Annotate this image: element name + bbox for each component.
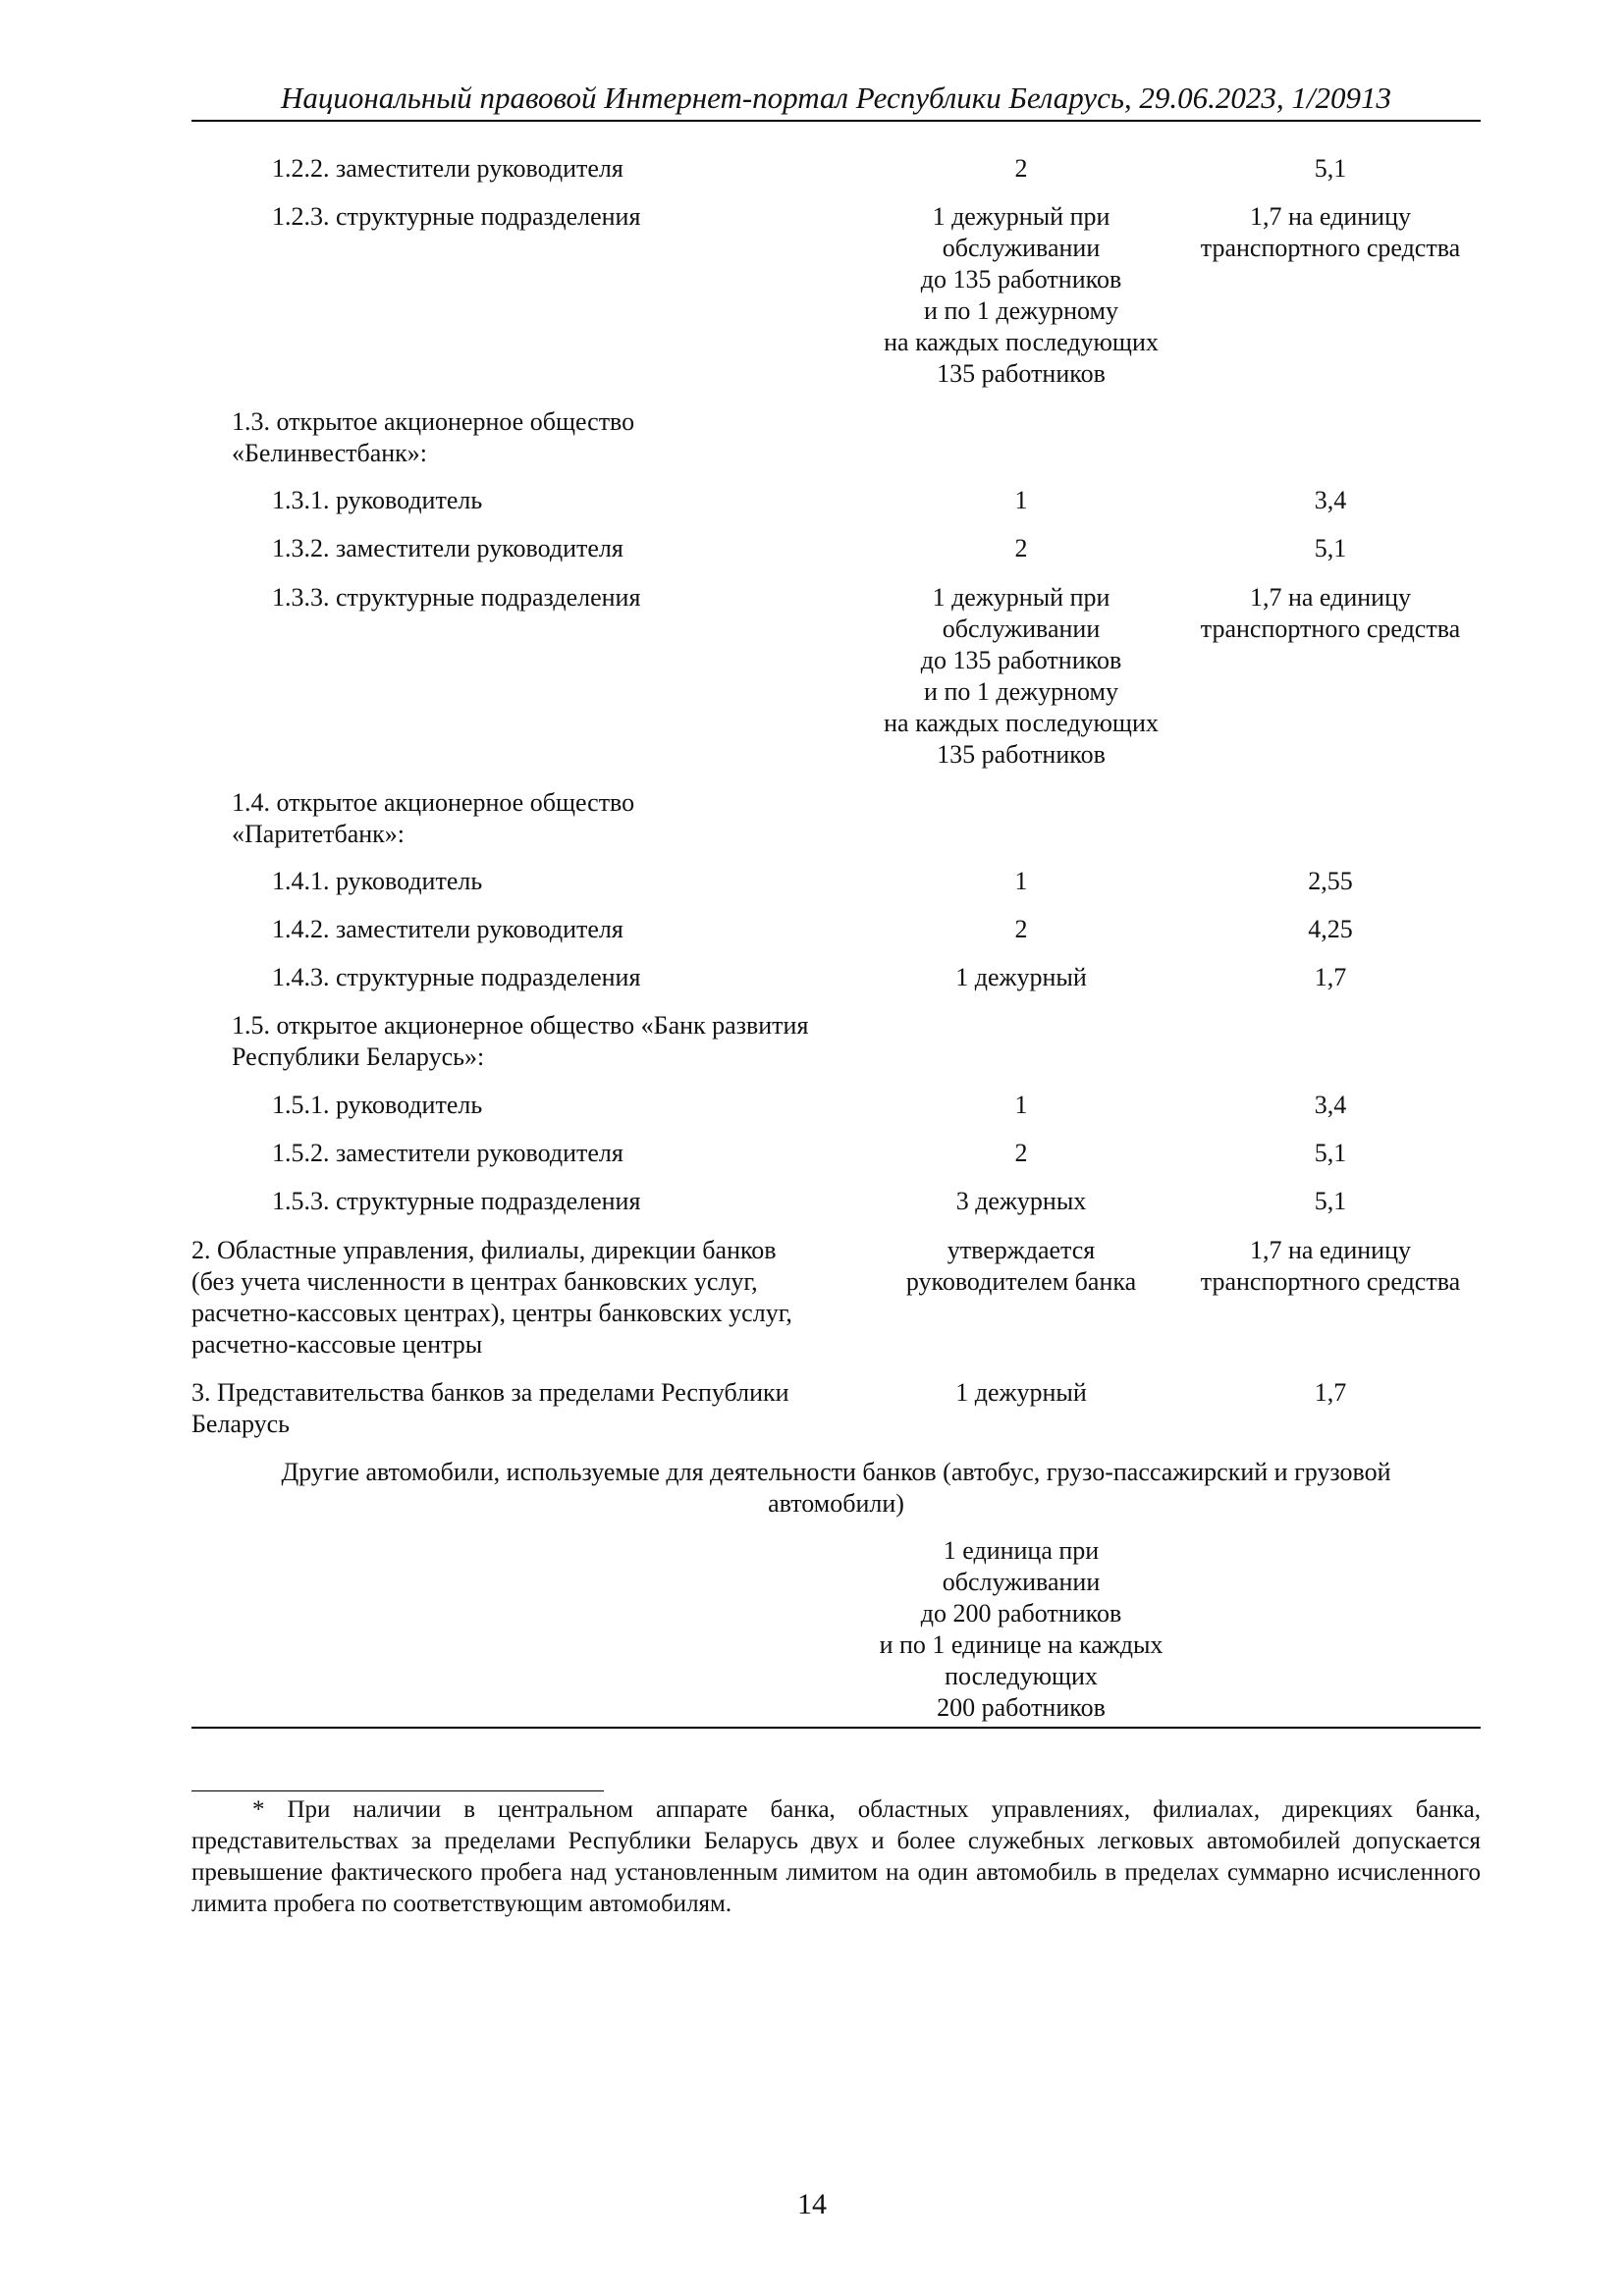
cell-category	[272, 201, 940, 233]
cell-limit	[1178, 914, 1483, 945]
section-heading	[191, 1457, 1481, 1520]
cell-norm	[854, 485, 1188, 516]
cell-line: 1 дежурный	[955, 963, 1087, 991]
cell-limit	[1178, 1377, 1483, 1409]
cell-line: 1	[1014, 1091, 1028, 1119]
cell-category	[272, 962, 940, 993]
cell-category	[272, 485, 940, 516]
cell-category	[191, 1235, 859, 1361]
cell-norm	[854, 533, 1188, 564]
cell-line: 2,55	[1308, 867, 1353, 895]
cell-limit	[1178, 533, 1483, 564]
cell-norm	[854, 1138, 1188, 1169]
cell-line: транспортного средства	[1200, 234, 1461, 262]
cell-line: 5,1	[1314, 534, 1347, 562]
cell-norm	[854, 1235, 1188, 1298]
cell-line: до 200 работников	[920, 1599, 1122, 1628]
cell-line: 135 работников	[937, 740, 1106, 769]
cell-category	[272, 1186, 940, 1217]
cell-line: до 135 работников	[920, 265, 1122, 294]
cell-line: 5,1	[1314, 154, 1347, 183]
cell-line: расчетно-кассовых центрах), центры банковских услуг,	[191, 1299, 792, 1327]
cell-line: Республики Беларусь»:	[232, 1042, 485, 1071]
cell-line: на каждых последующих	[884, 328, 1159, 356]
cell-limit	[1178, 962, 1483, 993]
cell-line: 3. Представительства банков за пределами Республики	[191, 1378, 789, 1407]
cell-limit	[1178, 485, 1483, 516]
cell-line: «Паритетбанк»:	[232, 820, 406, 848]
cell-limit	[1178, 1138, 1483, 1169]
cell-category	[191, 1377, 859, 1440]
cell-line: 3,4	[1314, 1091, 1347, 1119]
cell-category	[272, 153, 940, 185]
cell-line: и по 1 дежурному	[924, 677, 1118, 706]
cell-category	[272, 914, 940, 945]
cell-line: обслуживании	[942, 614, 1101, 643]
cell-line: руководителем банка	[905, 1267, 1137, 1296]
cell-line: 1,7	[1314, 1378, 1347, 1407]
cell-limit	[1178, 1090, 1483, 1121]
cell-line: 1,7	[1314, 963, 1347, 991]
cell-limit	[1178, 201, 1483, 264]
cell-line: 5,1	[1314, 1187, 1347, 1215]
cell-line: 5,1	[1314, 1139, 1347, 1167]
cell-line: утверждается	[947, 1236, 1096, 1264]
cell-line: и по 1 единице на каждых	[879, 1630, 1164, 1659]
footnote	[191, 1794, 1481, 1920]
cell-line: 1.2.3. структурные подразделения	[272, 202, 641, 231]
cell-norm	[854, 153, 1188, 185]
cell-line: обслуживании	[942, 1568, 1101, 1596]
cell-norm	[854, 1535, 1188, 1724]
cell-limit	[1178, 1235, 1483, 1298]
page-number: 14	[797, 2188, 827, 2220]
cell-line: 1.3.1. руководитель	[272, 486, 483, 514]
cell-line: на каждых последующих	[884, 709, 1159, 737]
cell-line: 1 дежурный при	[932, 202, 1110, 231]
cell-line: 1	[1014, 867, 1028, 895]
cell-limit	[1178, 1186, 1483, 1217]
cell-line: автомобили)	[768, 1489, 904, 1518]
cell-line: 1.4. открытое акционерное общество	[232, 788, 635, 817]
cell-category	[272, 1138, 940, 1169]
cell-norm	[854, 1377, 1188, 1409]
cell-line: расчетно-кассовые центры	[191, 1330, 483, 1359]
cell-line: 1 единица при	[943, 1536, 1100, 1565]
cell-line: обслуживании	[942, 234, 1101, 262]
cell-norm	[854, 914, 1188, 945]
cell-category	[232, 1010, 899, 1073]
cell-line: Другие автомобили, используемые для деятельности банков (автобус, грузо-пассажирский и грузовой	[281, 1458, 1391, 1486]
cell-norm	[854, 201, 1188, 390]
cell-line: 2	[1014, 915, 1028, 943]
cell-category	[272, 533, 940, 564]
cell-line: 1 дежурный	[955, 1378, 1087, 1407]
cell-line: 2	[1014, 154, 1028, 183]
cell-line: 3,4	[1314, 486, 1347, 514]
cell-line: 1.2.2. заместители руководителя	[272, 154, 623, 183]
cell-line: 1.5.1. руководитель	[272, 1091, 483, 1119]
cell-limit	[1178, 582, 1483, 645]
cell-line: последующих	[945, 1662, 1098, 1690]
cell-line: (без учета численности в центрах банковских услуг,	[191, 1267, 758, 1296]
cell-line: Беларусь	[191, 1410, 291, 1438]
cell-line: 4,25	[1308, 915, 1353, 943]
cell-line: «Белинвестбанк»:	[232, 439, 428, 467]
cell-line: 1.4.2. заместители руководителя	[272, 915, 623, 943]
cell-norm	[854, 866, 1188, 897]
cell-category	[272, 582, 940, 614]
cell-norm	[854, 962, 1188, 993]
cell-norm	[854, 1186, 1188, 1217]
cell-line: 1.3.3. структурные подразделения	[272, 583, 641, 612]
cell-line: 3 дежурных	[955, 1187, 1087, 1215]
cell-category	[272, 866, 940, 897]
cell-line: 1 дежурный при	[932, 583, 1110, 612]
cell-line: 1.3.2. заместители руководителя	[272, 534, 623, 562]
cell-category	[272, 1090, 940, 1121]
cell-limit	[1178, 153, 1483, 185]
cell-line: 1.4.3. структурные подразделения	[272, 963, 641, 991]
cell-line: 1	[1014, 486, 1028, 514]
cell-limit	[1178, 866, 1483, 897]
cell-line: 200 работников	[937, 1693, 1106, 1722]
cell-category	[232, 406, 899, 469]
cell-line: транспортного средства	[1200, 1267, 1461, 1296]
cell-line: 1.5. открытое акционерное общество «Банк развития	[232, 1011, 809, 1040]
cell-norm	[854, 582, 1188, 771]
cell-line: 1.5.3. структурные подразделения	[272, 1187, 641, 1215]
cell-line: 2. Областные управления, филиалы, дирекции банков	[191, 1236, 777, 1264]
cell-norm	[854, 1090, 1188, 1121]
footnote-text: * При наличии в центральном аппарате банка, областных управлениях, филиалах, дирекциях банка, представительствах за пределами Республики Беларусь двух и более служебных легковых автомобилей допускается превышение фактического пробега над установленным лимитом на один автомобиль в пределах суммарно исчисленного лимита пробега по соответствующим автомобилям.	[191, 1796, 1481, 1917]
cell-line: 1,7 на единицу	[1249, 583, 1412, 612]
cell-line: 2	[1014, 534, 1028, 562]
cell-line: транспортного средства	[1200, 614, 1461, 643]
cell-line: 2	[1014, 1139, 1028, 1167]
cell-line: 1.5.2. заместители руководителя	[272, 1139, 623, 1167]
table-bottom-rule	[191, 1727, 1481, 1729]
cell-line: 1.3. открытое акционерное общество	[232, 407, 635, 436]
page-header: Национальный правовой Интернет-портал Республики Беларусь, 29.06.2023, 1/20913	[191, 77, 1481, 122]
cell-line: до 135 работников	[920, 646, 1122, 674]
cell-line: 1,7 на единицу	[1249, 202, 1412, 231]
footnote-separator	[191, 1790, 604, 1791]
cell-category	[232, 787, 899, 850]
cell-line: 1.4.1. руководитель	[272, 867, 483, 895]
cell-line: и по 1 дежурному	[924, 296, 1118, 325]
cell-line: 1,7 на единицу	[1249, 1236, 1412, 1264]
cell-line: 135 работников	[937, 359, 1106, 388]
